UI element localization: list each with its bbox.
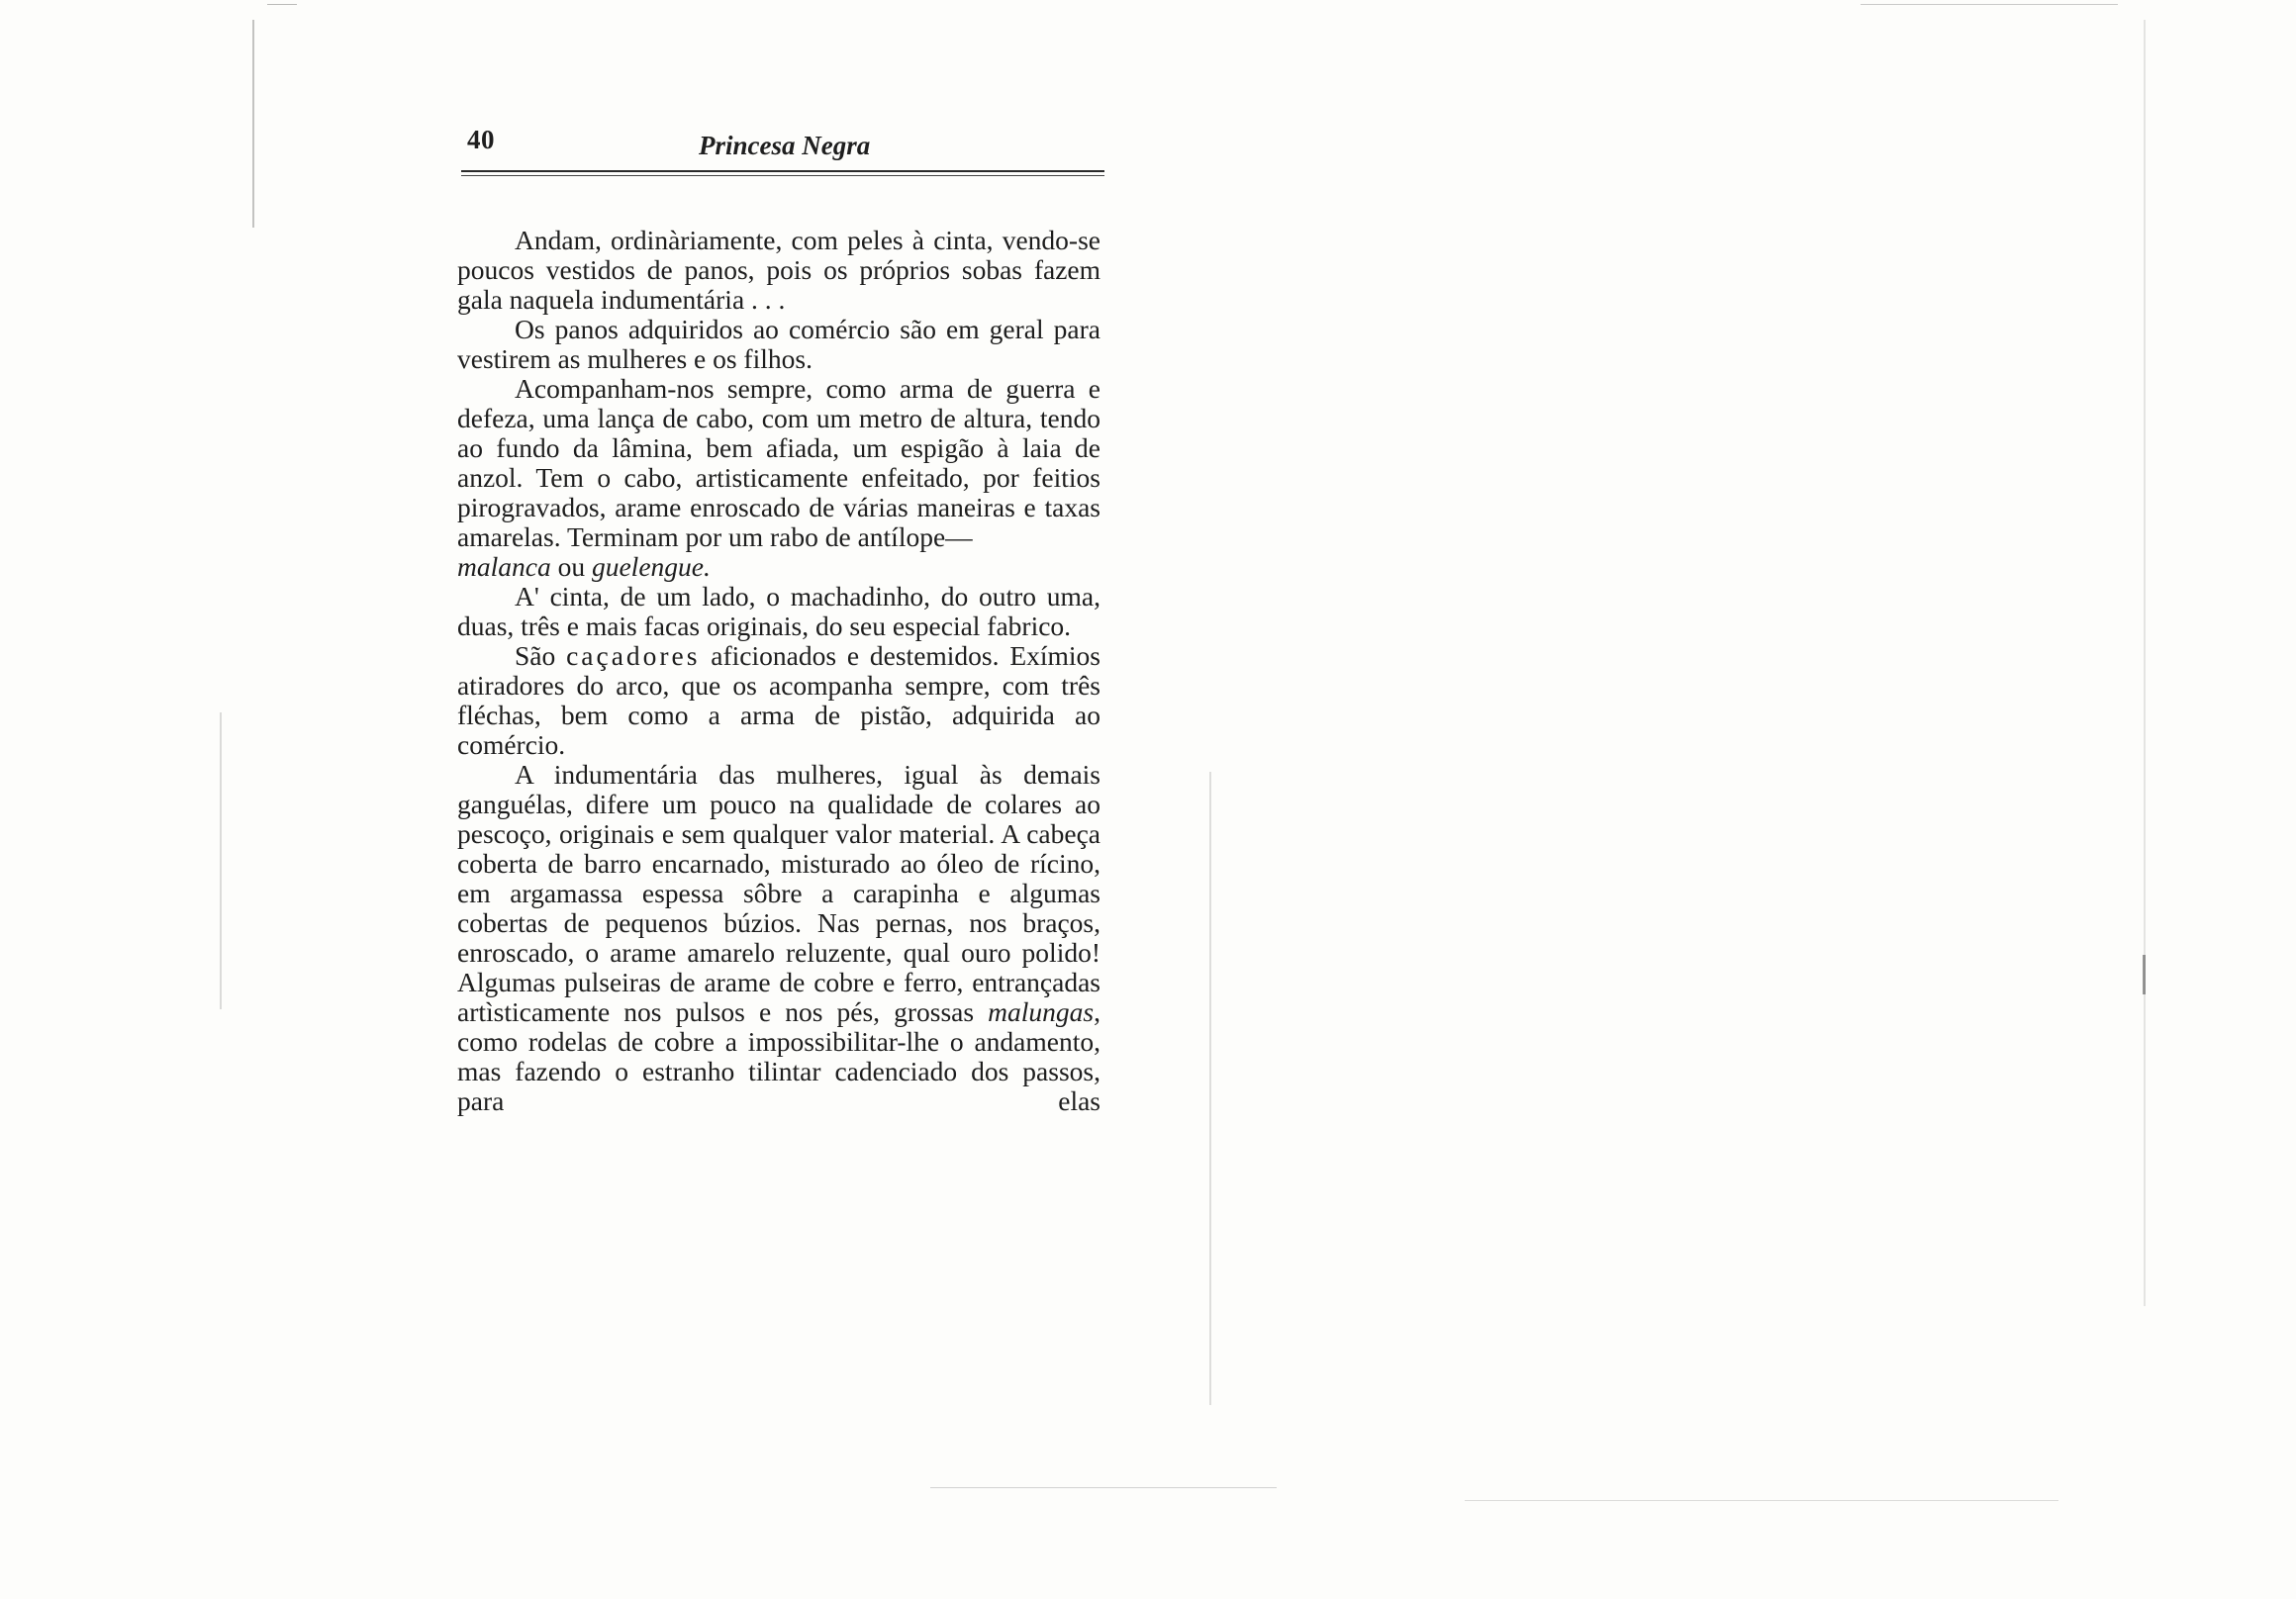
body-text xyxy=(457,226,1100,1116)
paragraph-6-end: , como rodelas de cobre a impossibilitar-lhe o andamento, mas fazendo o estranho tilintar cadenciado dos passos, para elas xyxy=(457,996,1100,1116)
running-title: Princesa Negra xyxy=(699,131,871,160)
paragraph-2: Os panos adquiridos ao comércio são em geral para vestirem as mulheres e os filhos. xyxy=(457,314,1100,374)
scan-artifact xyxy=(1861,4,2118,5)
header-rule-thin xyxy=(461,175,1104,176)
scan-artifact xyxy=(2143,955,2146,994)
paragraph-5-rest: aficionados e destemidos. Exímios atiradores do arco, que os acompanha sempre, com três fléchas, bem como a arma de pistão, adquirida ao comércio. xyxy=(457,640,1101,760)
scan-artifact xyxy=(930,1487,1277,1488)
scan-artifact xyxy=(2144,20,2146,1306)
paragraph-3 xyxy=(457,374,1100,582)
running-head xyxy=(457,117,1100,164)
scan-artifact xyxy=(1209,772,1211,1405)
scan-artifact xyxy=(220,712,222,1009)
page-number: 40 xyxy=(467,125,495,154)
paragraph-4: A' cinta, de um lado, o machadinho, do outro uma, duas, três e mais facas originais, do seu especial fabrico. xyxy=(457,581,1100,641)
spaced-word-cacadores: caçadores xyxy=(566,640,701,671)
paragraph-5 xyxy=(457,641,1100,760)
italic-term-malanca: malanca xyxy=(457,551,551,582)
paragraph-6 xyxy=(457,760,1100,1116)
header-rule xyxy=(461,170,1104,172)
paragraph-3-connector: ou xyxy=(550,551,592,582)
paragraph-3-text: Acompanham-nos sempre, como arma de guerra e defeza, uma lança de cabo, com um metro de altura, tendo ao fundo da lâmina, bem afiada, um espigão à laia de anzol. Tem o cabo, artisticamente enfeitado, por feitios pirogravados, arame enroscado de várias maneiras e taxas amarelas. Terminam por um rabo de antílope— xyxy=(457,373,1100,552)
paragraph-1: Andam, ordinàriamente, com peles à cinta, vendo-se poucos vestidos de panos, pois os próprios sobas fazem gala naquela indumentária . . . xyxy=(457,225,1100,315)
italic-term-malungas: malungas xyxy=(988,996,1095,1027)
scan-artifact xyxy=(1465,1500,2058,1501)
book-page xyxy=(457,117,1101,1116)
scan-artifact xyxy=(267,4,297,5)
italic-term-guelengue: guelengue. xyxy=(591,551,711,582)
paragraph-5-start: São xyxy=(515,640,567,671)
scan-artifact xyxy=(252,20,254,228)
paragraph-6-text: A indumentária das mulheres, igual às demais ganguélas, difere um pouco na qualidade de colares ao pescoço, originais e sem qualquer valor material. A cabeça coberta de barro encarnado, misturado ao óleo de rícino, em argamassa espessa sôbre a carapinha e algumas cobertas de pequenos búzios. Nas pernas, nos braços, enroscado, o arame amarelo reluzente, qual ouro polido! Algumas pulseiras de arame de cobre e ferro, entrançadas artìsticamente nos pulsos e nos pés, grossas xyxy=(457,759,1100,1027)
